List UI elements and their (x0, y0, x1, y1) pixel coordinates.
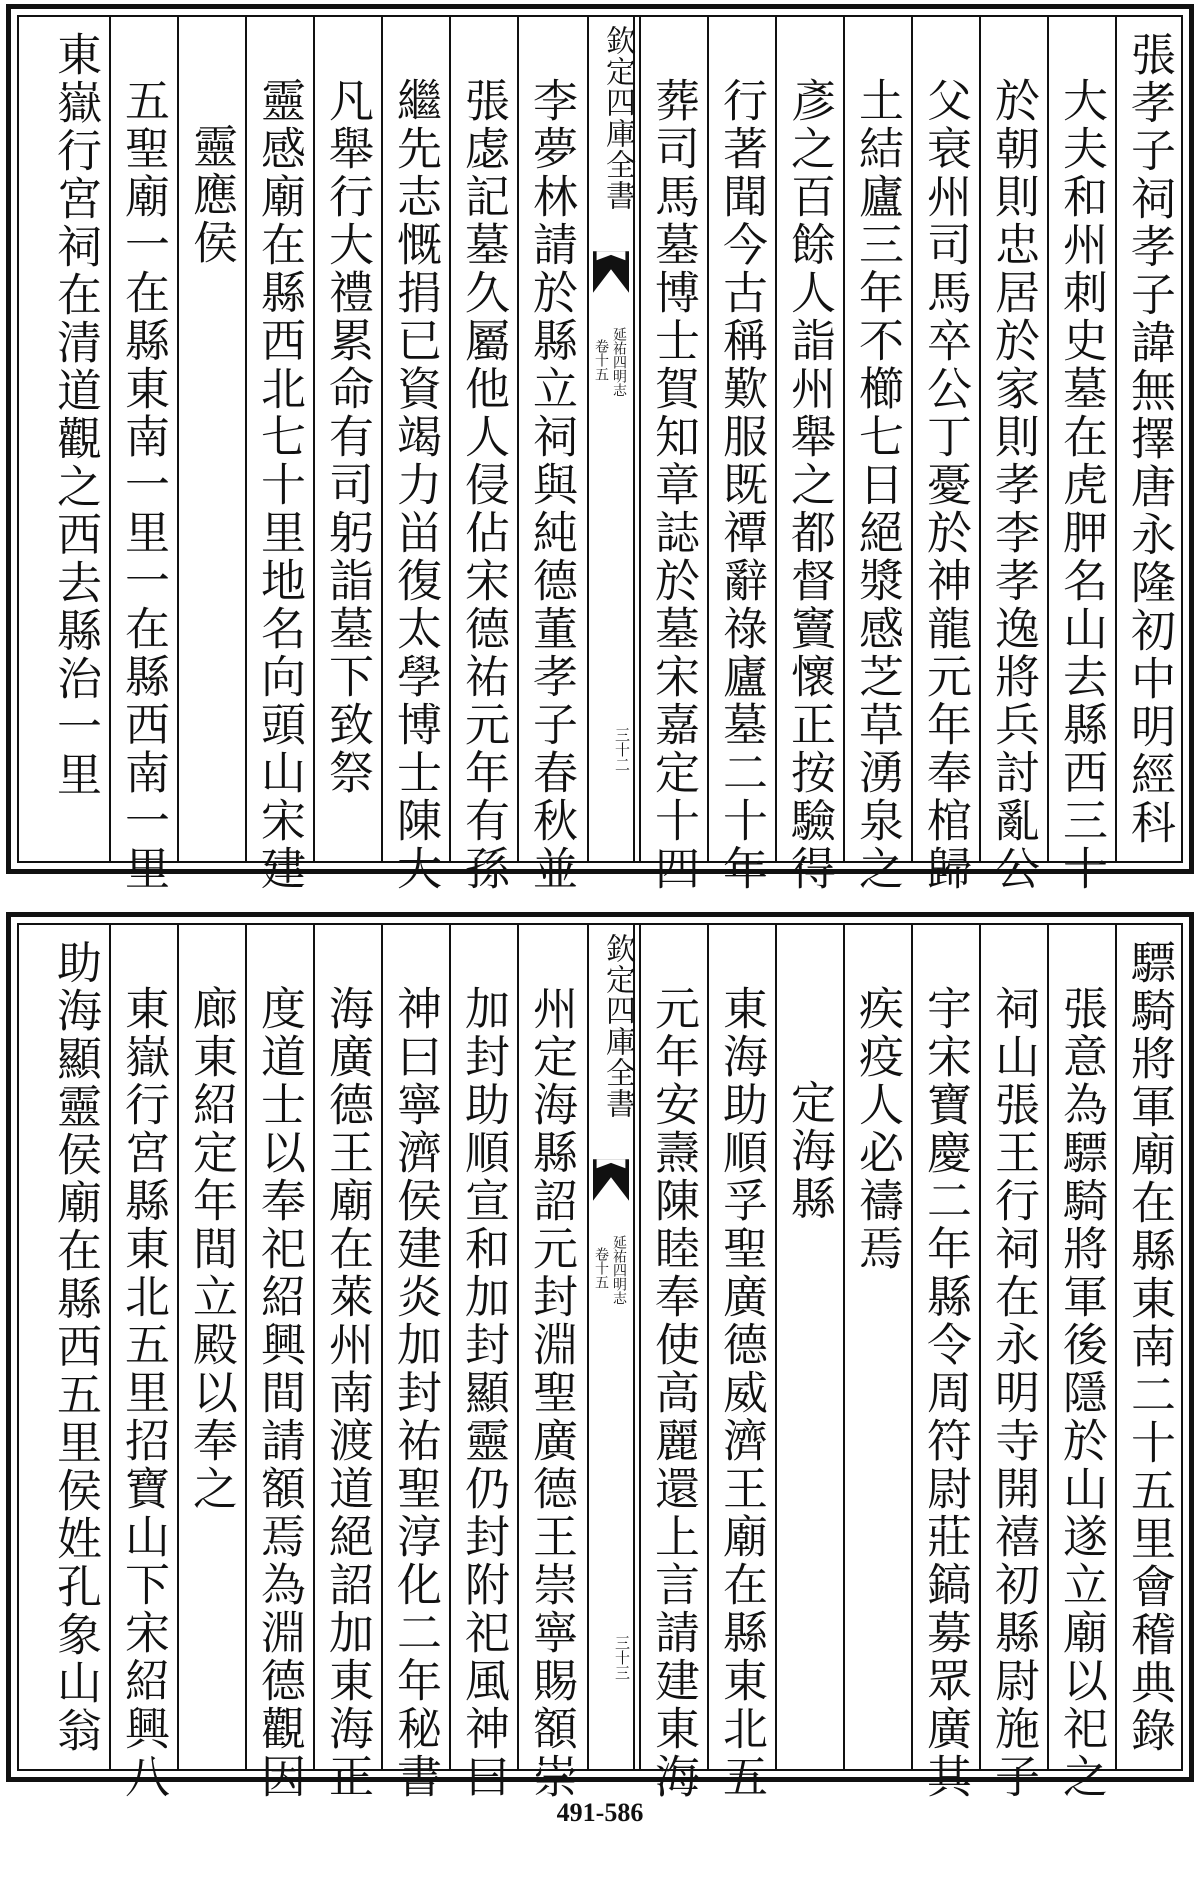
column-text: 父衰州司馬卒公丁憂於神龍元年奉棺歸 (919, 77, 972, 893)
band-volume-number: 卷十五 (593, 339, 609, 381)
bottom-column-left-2 (449, 925, 517, 1801)
column-text: 廊東紹定年間立殿以奉之 (185, 985, 238, 1513)
band-title: 欽定四庫全書 (600, 25, 635, 211)
column-text: 靈應侯 (185, 123, 238, 267)
top-column-right-3 (979, 17, 1047, 893)
column-rule (245, 17, 247, 861)
column-text: 李夢林請於縣立祠與純德董孝子春秋並 (525, 77, 578, 893)
column-text: 土結廬三年不櫛七日絕漿感芝草湧泉之 (851, 77, 904, 893)
fish-tail-mark-icon (593, 1157, 629, 1203)
footer-page-label: 491-586 (556, 1798, 644, 1827)
top-column-right-2 (1047, 17, 1115, 893)
column-text: 於朝則忠居於家則孝李孝逸將兵討亂公 (987, 77, 1040, 893)
band-volume-title: 延祐四明志 (611, 1235, 627, 1305)
column-rule (1047, 925, 1049, 1769)
bottom-column-right-8 (639, 925, 707, 1801)
column-text: 東海助順孚聖廣德威濟王廟在縣東北五 (715, 985, 768, 1801)
column-rule (517, 925, 519, 1769)
top-column-left-3 (381, 17, 449, 893)
column-rule (911, 925, 913, 1769)
column-rule (109, 925, 111, 1769)
top-column-right-8 (639, 17, 707, 893)
column-rule (707, 17, 709, 861)
band-title: 欽定四庫全書 (600, 933, 635, 1119)
bottom-column-right-3 (979, 925, 1047, 1801)
top-column-left-5 (245, 17, 313, 893)
column-text: 海廣德王廟在萊州南渡道絕詔加東海正 (321, 985, 374, 1801)
column-rule (775, 925, 777, 1769)
bottom-column-left-6 (177, 925, 245, 1769)
column-rule (109, 17, 111, 861)
column-text: 張虙記墓久屬他人侵佔宋德祐元年有孫 (457, 77, 510, 893)
column-text: 元年安燾陳睦奉使高麗還上言請建東海 (647, 985, 700, 1801)
column-rule (177, 925, 179, 1769)
column-text: 度道士以奉祀紹興間請額焉為淵德觀因 (253, 985, 306, 1801)
bottom-column-left-8 (41, 925, 109, 1769)
column-text: 繼先志慨捐已資竭力畄復太學博士陳大 (389, 77, 442, 893)
top-column-right-1 (1115, 17, 1183, 861)
column-text: 驃騎將軍廟在縣東南二十五里會稽典錄 (1123, 939, 1176, 1755)
column-text: 葬司馬墓博士賀知章誌於墓宋嘉定十四 (647, 77, 700, 893)
column-text: 彥之百餘人詣州舉之都督竇懷正按驗得 (783, 77, 836, 893)
column-rule (1115, 17, 1117, 861)
column-rule (775, 17, 777, 861)
bottom-page (6, 912, 1194, 1801)
column-rule (1115, 925, 1117, 1769)
column-rule (911, 17, 913, 861)
column-rule (177, 17, 179, 861)
column-rule (449, 17, 451, 861)
column-rule (381, 925, 383, 1769)
top-column-left-7 (109, 17, 177, 893)
column-rule (245, 925, 247, 1769)
bottom-column-left-3 (381, 925, 449, 1801)
column-text: 東嶽行宮祠在清道觀之西去縣治一里 (49, 31, 102, 799)
fish-tail-mark-icon (593, 249, 629, 295)
top-column-left-6 (177, 17, 245, 861)
bottom-column-right-5 (843, 925, 911, 1769)
column-rule (313, 925, 315, 1769)
band-page-number: 三十二 (613, 727, 631, 772)
column-text: 助海顯靈侯廟在縣西五里侯姓孔象山翁 (49, 939, 102, 1755)
band-volume-number: 卷十五 (593, 1247, 609, 1289)
band-volume-title: 延祐四明志 (611, 327, 627, 397)
column-rule (843, 925, 845, 1769)
column-text: 定海縣 (783, 1079, 836, 1223)
bottom-column-right-2 (1047, 925, 1115, 1801)
top-page (6, 4, 1194, 893)
column-rule (517, 17, 519, 861)
column-text: 張意為驃騎將軍後隱於山遂立廟以祀之 (1055, 985, 1108, 1801)
column-rule (381, 17, 383, 861)
column-rule (843, 17, 845, 861)
column-rule (639, 17, 641, 861)
bottom-column-left-4 (313, 925, 381, 1801)
bottom-column-right-1 (1115, 925, 1183, 1769)
column-text: 祠山張王行祠在永明寺開禧初縣尉施子 (987, 985, 1040, 1801)
top-column-left-8 (41, 17, 109, 861)
top-column-right-6 (775, 17, 843, 893)
bottom-page-frame (17, 923, 1183, 1801)
bottom-center-band (587, 925, 635, 1769)
column-text: 靈感廟在縣西北七十里地名向頭山宋建 (253, 77, 306, 893)
top-page-frame (17, 15, 1183, 893)
top-column-left-1 (517, 17, 585, 893)
column-text: 宇宋寶慶二年縣令周符尉莊鎬募眾廣其 (919, 985, 972, 1801)
bottom-column-left-1 (517, 925, 585, 1801)
bottom-column-right-7 (707, 925, 775, 1801)
bottom-column-left-7 (109, 925, 177, 1801)
column-rule (979, 925, 981, 1769)
column-text: 東嶽行宮縣東北五里招寶山下宋紹興八 (117, 985, 170, 1801)
top-column-right-7 (707, 17, 775, 893)
bottom-column-right-6 (775, 925, 843, 1769)
column-text: 疾疫人必禱焉 (851, 985, 904, 1273)
column-text: 五聖廟一在縣東南一里一在縣西南一里 (117, 77, 170, 893)
column-rule (313, 17, 315, 861)
column-rule (449, 925, 451, 1769)
column-text: 州定海縣詔元封淵聖廣德王崇寧賜額崇 (525, 985, 578, 1801)
column-rule (1047, 17, 1049, 861)
column-text: 加封助順宣和加封顯靈仍封附祀風神曰 (457, 985, 510, 1801)
top-column-right-5 (843, 17, 911, 893)
top-center-band (587, 17, 635, 861)
column-text: 神曰寧濟侯建炎加封祐聖淳化二年秘書 (389, 985, 442, 1801)
band-page-number: 三十三 (613, 1635, 631, 1680)
column-rule (639, 925, 641, 1769)
column-text: 凡舉行大禮累命有司躬詣墓下致祭 (321, 77, 374, 797)
column-rule (979, 17, 981, 861)
bottom-column-right-4 (911, 925, 979, 1801)
top-column-left-4 (313, 17, 381, 861)
top-column-right-4 (911, 17, 979, 893)
column-rule (707, 925, 709, 1769)
column-text: 大夫和州刺史墓在虎胛名山去縣西三十 (1055, 77, 1108, 893)
top-column-left-2 (449, 17, 517, 893)
column-text: 行著聞今古稱歎服既禫辭祿廬墓二十年 (715, 77, 768, 893)
bottom-column-left-5 (245, 925, 313, 1801)
column-text: 張孝子祠孝子諱無擇唐永隆初中明經科 (1123, 31, 1176, 847)
